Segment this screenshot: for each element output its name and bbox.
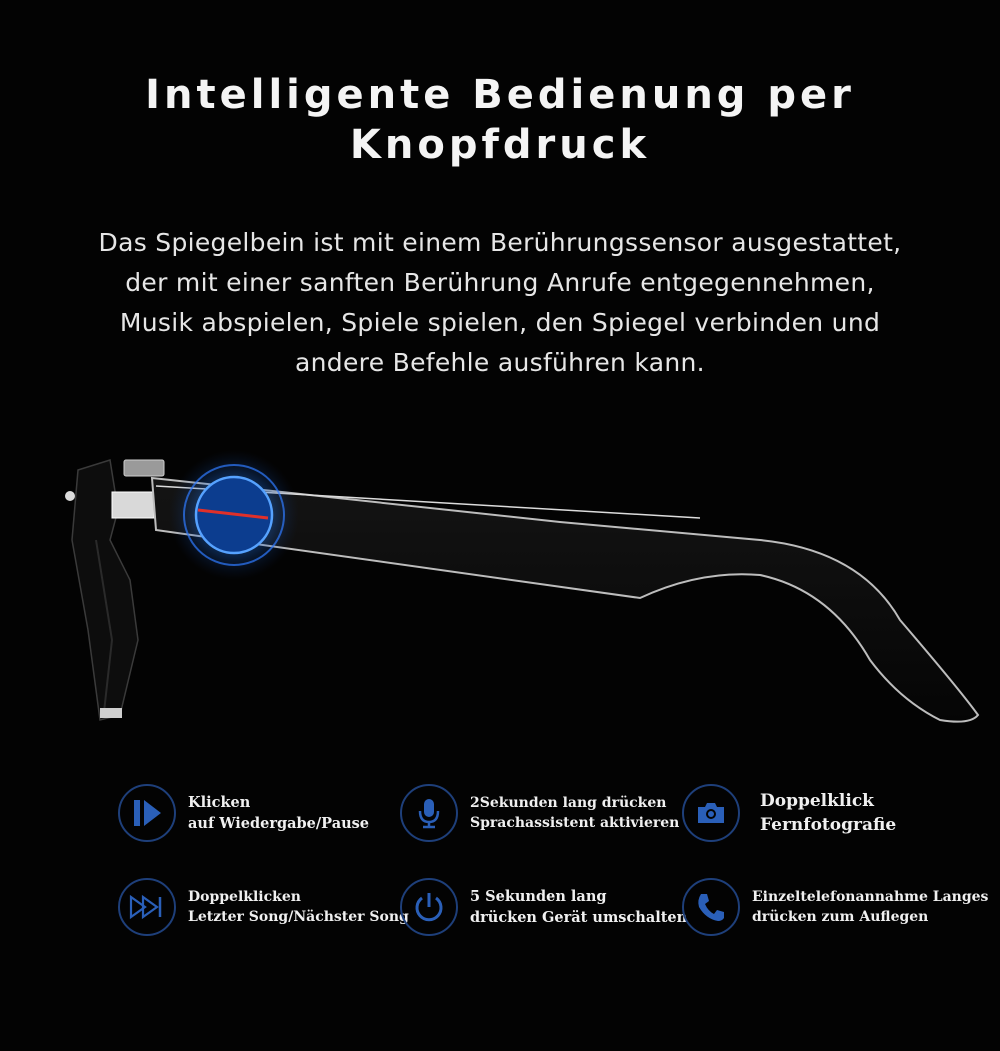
play-pause-icon bbox=[118, 784, 176, 842]
feature-2-line-1: 2Sekunden lang drücken bbox=[470, 795, 667, 811]
feature-6-line-1: Einzeltelefonannahme Langes bbox=[752, 889, 989, 905]
feature-3-line-2: Fernfotografie bbox=[760, 815, 897, 835]
feature-4-line-1: Doppelklicken bbox=[188, 889, 301, 905]
feature-6-line-2: drücken zum Auflegen bbox=[752, 909, 929, 925]
fast-forward-icon bbox=[118, 878, 176, 936]
feature-camera bbox=[682, 784, 896, 842]
phone-icon bbox=[682, 878, 740, 936]
feature-3-line-1: Doppelklick bbox=[760, 791, 874, 811]
title-line-1: Intelligente Bedienung per bbox=[145, 72, 855, 118]
description-line-2: der mit einer sanften Berührung Anrufe entgegennehmen, bbox=[125, 268, 875, 297]
description-line-3: Musik abspielen, Spiele spielen, den Spiegel verbinden und bbox=[119, 308, 881, 337]
feature-4-line-2: Letzter Song/Nächster Song bbox=[188, 909, 409, 925]
description-line-1: Das Spiegelbein ist mit einem Berührungssensor ausgestattet, bbox=[98, 228, 902, 257]
microphone-icon bbox=[400, 784, 458, 842]
page-title bbox=[0, 70, 1000, 170]
feature-microphone bbox=[400, 784, 679, 842]
feature-1-line-1: Klicken bbox=[188, 794, 251, 811]
glasses-illustration bbox=[0, 430, 1000, 750]
power-icon bbox=[400, 878, 458, 936]
feature-fast-forward bbox=[118, 878, 409, 936]
description bbox=[40, 223, 960, 383]
feature-2-line-2: Sprachassistent aktivieren bbox=[470, 815, 680, 831]
camera-icon bbox=[682, 784, 740, 842]
feature-5-line-1: 5 Sekunden lang bbox=[470, 888, 607, 905]
feature-power bbox=[400, 878, 687, 936]
title-line-2: Knopfdruck bbox=[349, 122, 651, 168]
feature-1-line-2: auf Wiedergabe/Pause bbox=[188, 815, 370, 832]
description-line-4: andere Befehle ausführen kann. bbox=[295, 348, 705, 377]
feature-play-pause bbox=[118, 784, 369, 842]
feature-phone bbox=[682, 878, 988, 936]
feature-5-line-2: drücken Gerät umschalten bbox=[470, 909, 688, 926]
